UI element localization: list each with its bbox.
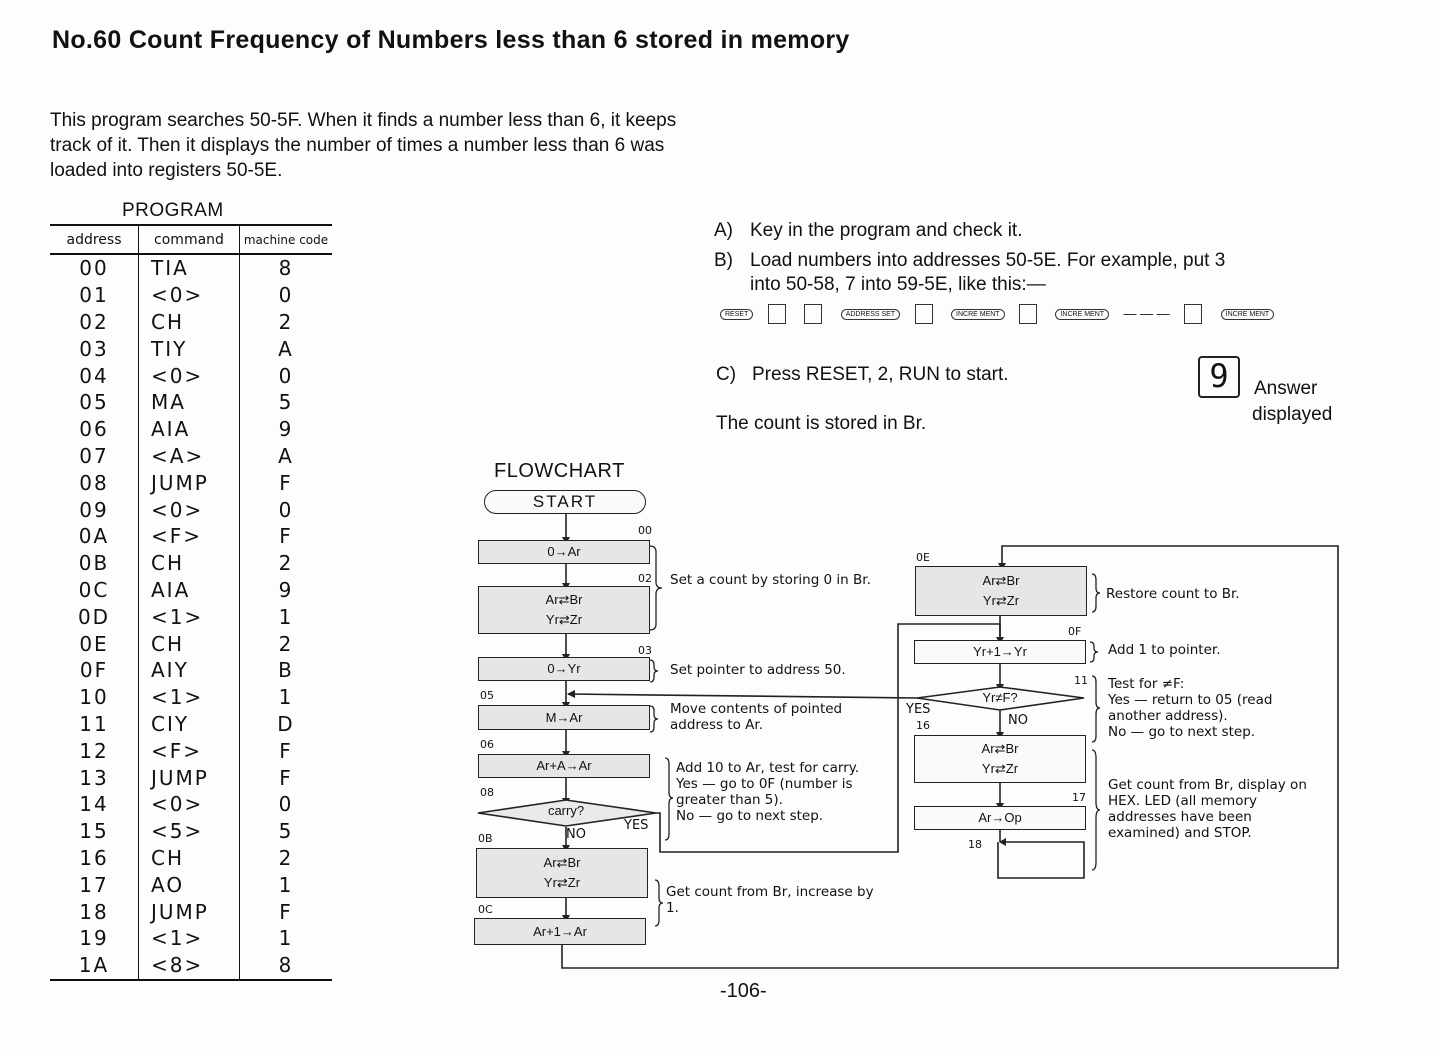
command-cell: <8> (139, 952, 240, 980)
address-cell: 08 (79, 470, 109, 495)
command-cell: CH (139, 309, 240, 336)
address-cell: 18 (79, 899, 109, 924)
flow-box-02-line1: Ar⇄Br (545, 592, 583, 607)
note-set-count: Set a count by storing 0 in Br. (670, 572, 871, 588)
ellipsis: — — — (1123, 306, 1170, 322)
address-cell: 10 (79, 685, 109, 710)
address-cell: 0E (79, 631, 109, 656)
machine-code-cell: 5 (240, 389, 333, 416)
addr-label-18: 18 (968, 838, 982, 851)
yr-yes-label: YES (906, 702, 931, 717)
flow-decision-carry: carry? (547, 803, 585, 818)
machine-code-cell: 0 (240, 791, 333, 818)
note-add-ten (676, 760, 890, 824)
machine-code-cell: F (240, 737, 333, 764)
program-title: PROGRAM (122, 200, 224, 221)
addr-label-0F: 0F (1068, 625, 1082, 638)
command-cell: CH (139, 845, 240, 872)
addr-label-00: 00 (638, 524, 652, 537)
address-cell: 11 (79, 711, 109, 736)
addr-label-0B: 0B (478, 832, 493, 845)
addr-label-0E: 0E (916, 551, 930, 564)
result-text: The count is stored in Br. (716, 413, 927, 434)
flow-box-02 (478, 586, 650, 634)
address-cell: 0F (79, 658, 109, 683)
step-a-letter: A) (714, 220, 733, 241)
note-test-f-line1: Test for ≠F: (1108, 676, 1185, 692)
answer-label-1: Answer (1254, 378, 1318, 399)
header-command: command (139, 225, 240, 254)
address-cell: 13 (79, 765, 109, 790)
address-cell: 06 (79, 417, 109, 442)
note-increase-count: Get count from Br, increase by 1. (666, 884, 874, 916)
flow-box-16-line1: Ar⇄Br (981, 741, 1019, 756)
address-cell: 14 (79, 792, 109, 817)
machine-code-cell: 8 (240, 952, 333, 980)
command-cell: CIY (139, 711, 240, 738)
address-cell: 02 (79, 309, 109, 334)
carry-no-label: NO (566, 827, 586, 842)
command-cell: <0> (139, 496, 240, 523)
yr-no-label: NO (1008, 713, 1028, 728)
command-cell: AIA (139, 577, 240, 604)
note-add-ten-line2: Yes — go to 0F (number is greater than 5). (676, 776, 853, 808)
addr-label-06: 06 (480, 738, 494, 751)
command-cell: <0> (139, 362, 240, 389)
note-move-contents: Move contents of pointed address to Ar. (670, 701, 843, 733)
note-set-pointer: Set pointer to address 50. (670, 662, 846, 678)
command-cell: <A> (139, 443, 240, 470)
addr-label-11: 11 (1074, 674, 1088, 687)
flow-start: START (484, 490, 646, 514)
machine-code-cell: 2 (240, 630, 333, 657)
command-cell: <0> (139, 282, 240, 309)
machine-code-cell: 9 (240, 577, 333, 604)
address-cell: 04 (79, 363, 109, 388)
header-machine-code: machine code (240, 225, 333, 254)
flow-box-03: 0→Yr (478, 657, 650, 681)
address-cell: 07 (79, 443, 109, 468)
machine-code-cell: 2 (240, 550, 333, 577)
flow-box-05: M→Ar (478, 705, 650, 730)
page-number: -106- (720, 980, 767, 1002)
flow-box-16-line2: Yr⇄Zr (981, 761, 1019, 776)
increment-key-icon: INCRE MENT (951, 309, 1005, 320)
flow-box-0F: Yr+1→Yr (914, 640, 1086, 664)
machine-code-cell: 2 (240, 845, 333, 872)
address-cell: 12 (79, 738, 109, 763)
command-cell: JUMP (139, 469, 240, 496)
machine-code-cell: 1 (240, 925, 333, 952)
flow-box-17: Ar→Op (914, 806, 1086, 830)
machine-code-cell: 0 (240, 362, 333, 389)
flow-box-0C: Ar+1→Ar (474, 918, 646, 945)
header-address: address (50, 225, 139, 254)
machine-code-cell: B (240, 657, 333, 684)
flow-box-0E-line1: Ar⇄Br (982, 573, 1020, 588)
note-test-f (1108, 676, 1322, 740)
machine-code-cell: F (240, 898, 333, 925)
machine-code-cell: F (240, 469, 333, 496)
address-cell: 01 (79, 283, 109, 308)
machine-code-cell: 1 (240, 871, 333, 898)
flow-box-00: 0→Ar (478, 540, 650, 564)
step-c-letter: C) (716, 364, 737, 385)
addr-label-02: 02 (638, 572, 652, 585)
note-test-f-line3: No — go to next step. (1108, 724, 1256, 740)
address-cell: 00 (79, 256, 109, 281)
address-cell: 05 (79, 390, 109, 415)
reset-key-icon: RESET (720, 309, 753, 320)
addr-label-08: 08 (480, 786, 494, 799)
command-cell: CH (139, 630, 240, 657)
flowchart-title: FLOWCHART (494, 460, 625, 482)
command-cell: <1> (139, 925, 240, 952)
command-cell: <0> (139, 791, 240, 818)
step-a-text: Key in the program and check it. (750, 220, 1023, 241)
machine-code-cell: 8 (240, 254, 333, 282)
intro-paragraph: This program searches 50-5F. When it finds a number less than 6, it keeps track of it. Then it displays the number of times a number less than 6 was loaded into registers 50-5E. (50, 110, 677, 181)
flow-box-0B-line2: Yr⇄Zr (543, 875, 581, 890)
machine-code-cell: 5 (240, 818, 333, 845)
address-cell: 0D (77, 604, 111, 629)
command-cell: MA (139, 389, 240, 416)
flow-box-0E (915, 566, 1087, 616)
answer-led-display: 9 (1198, 356, 1240, 398)
step-b-text-2: into 50-58, 7 into 59-5E, like this:— (750, 274, 1046, 295)
note-display-stop: Get count from Br, display on HEX. LED (all memory addresses have been examined) and STOP. (1108, 777, 1307, 841)
address-cell: 0B (78, 551, 110, 576)
machine-code-cell: 0 (240, 282, 333, 309)
flow-decision-yr: Yr≠F? (982, 690, 1018, 705)
command-cell: TIA (139, 254, 240, 282)
command-cell: <F> (139, 737, 240, 764)
note-test-f-line2: Yes — return to 05 (read another address). (1108, 692, 1273, 724)
flow-box-0B-line1: Ar⇄Br (543, 855, 581, 870)
address-cell: 16 (79, 845, 109, 870)
command-cell: JUMP (139, 764, 240, 791)
increment-key-2-icon: INCRE MENT (1055, 309, 1109, 320)
note-add-ten-line1: Add 10 to Ar, test for carry. (676, 760, 860, 776)
step-b-text-1: Load numbers into addresses 50-5E. For example, put 3 (750, 250, 1226, 271)
command-cell: TIY (139, 335, 240, 362)
command-cell: <1> (139, 684, 240, 711)
flow-box-06: Ar+A→Ar (478, 754, 650, 778)
machine-code-cell: 9 (240, 416, 333, 443)
page-title: No.60 Count Frequency of Numbers less than 6 stored in memory (52, 26, 850, 54)
machine-code-cell: A (240, 335, 333, 362)
flow-box-0E-line2: Yr⇄Zr (982, 593, 1020, 608)
command-cell: <5> (139, 818, 240, 845)
flow-box-16 (914, 735, 1086, 783)
address-cell: 03 (79, 336, 109, 361)
machine-code-cell: 1 (240, 684, 333, 711)
command-cell: <1> (139, 603, 240, 630)
note-add-pointer: Add 1 to pointer. (1108, 642, 1221, 658)
address-cell: 09 (79, 497, 109, 522)
command-cell: AIA (139, 416, 240, 443)
answer-label-2: displayed (1252, 404, 1333, 425)
addr-label-03: 03 (638, 644, 652, 657)
command-cell: AIY (139, 657, 240, 684)
machine-code-cell: 0 (240, 496, 333, 523)
addr-label-16: 16 (916, 719, 930, 732)
address-cell: 17 (79, 872, 109, 897)
addr-label-05: 05 (480, 689, 494, 702)
flow-box-0B (476, 848, 648, 898)
machine-code-cell: A (240, 443, 333, 470)
note-add-ten-line3: No — go to next step. (676, 808, 824, 824)
machine-code-cell: F (240, 764, 333, 791)
command-cell: <F> (139, 523, 240, 550)
machine-code-cell: D (240, 711, 333, 738)
flow-box-02-line2: Yr⇄Zr (545, 612, 583, 627)
machine-code-cell: 2 (240, 309, 333, 336)
address-cell: 1A (50, 952, 139, 980)
machine-code-cell: F (240, 523, 333, 550)
address-cell: 15 (79, 819, 109, 844)
address-cell: 0A (78, 524, 110, 549)
step-c-text: Press RESET, 2, RUN to start. (752, 364, 1009, 385)
address-cell: 0C (78, 577, 110, 602)
command-cell: JUMP (139, 898, 240, 925)
note-restore-count: Restore count to Br. (1106, 586, 1240, 602)
addr-label-17: 17 (1072, 791, 1086, 804)
step-b-letter: B) (714, 250, 733, 271)
address-set-key-icon: ADDRESS SET (841, 309, 900, 320)
command-cell: AO (139, 871, 240, 898)
addr-label-0C: 0C (478, 903, 493, 916)
machine-code-cell: 1 (240, 603, 333, 630)
command-cell: CH (139, 550, 240, 577)
increment-key-3-icon: INCRE MENT (1221, 309, 1275, 320)
carry-yes-label: YES (624, 818, 649, 833)
address-cell: 19 (79, 926, 109, 951)
